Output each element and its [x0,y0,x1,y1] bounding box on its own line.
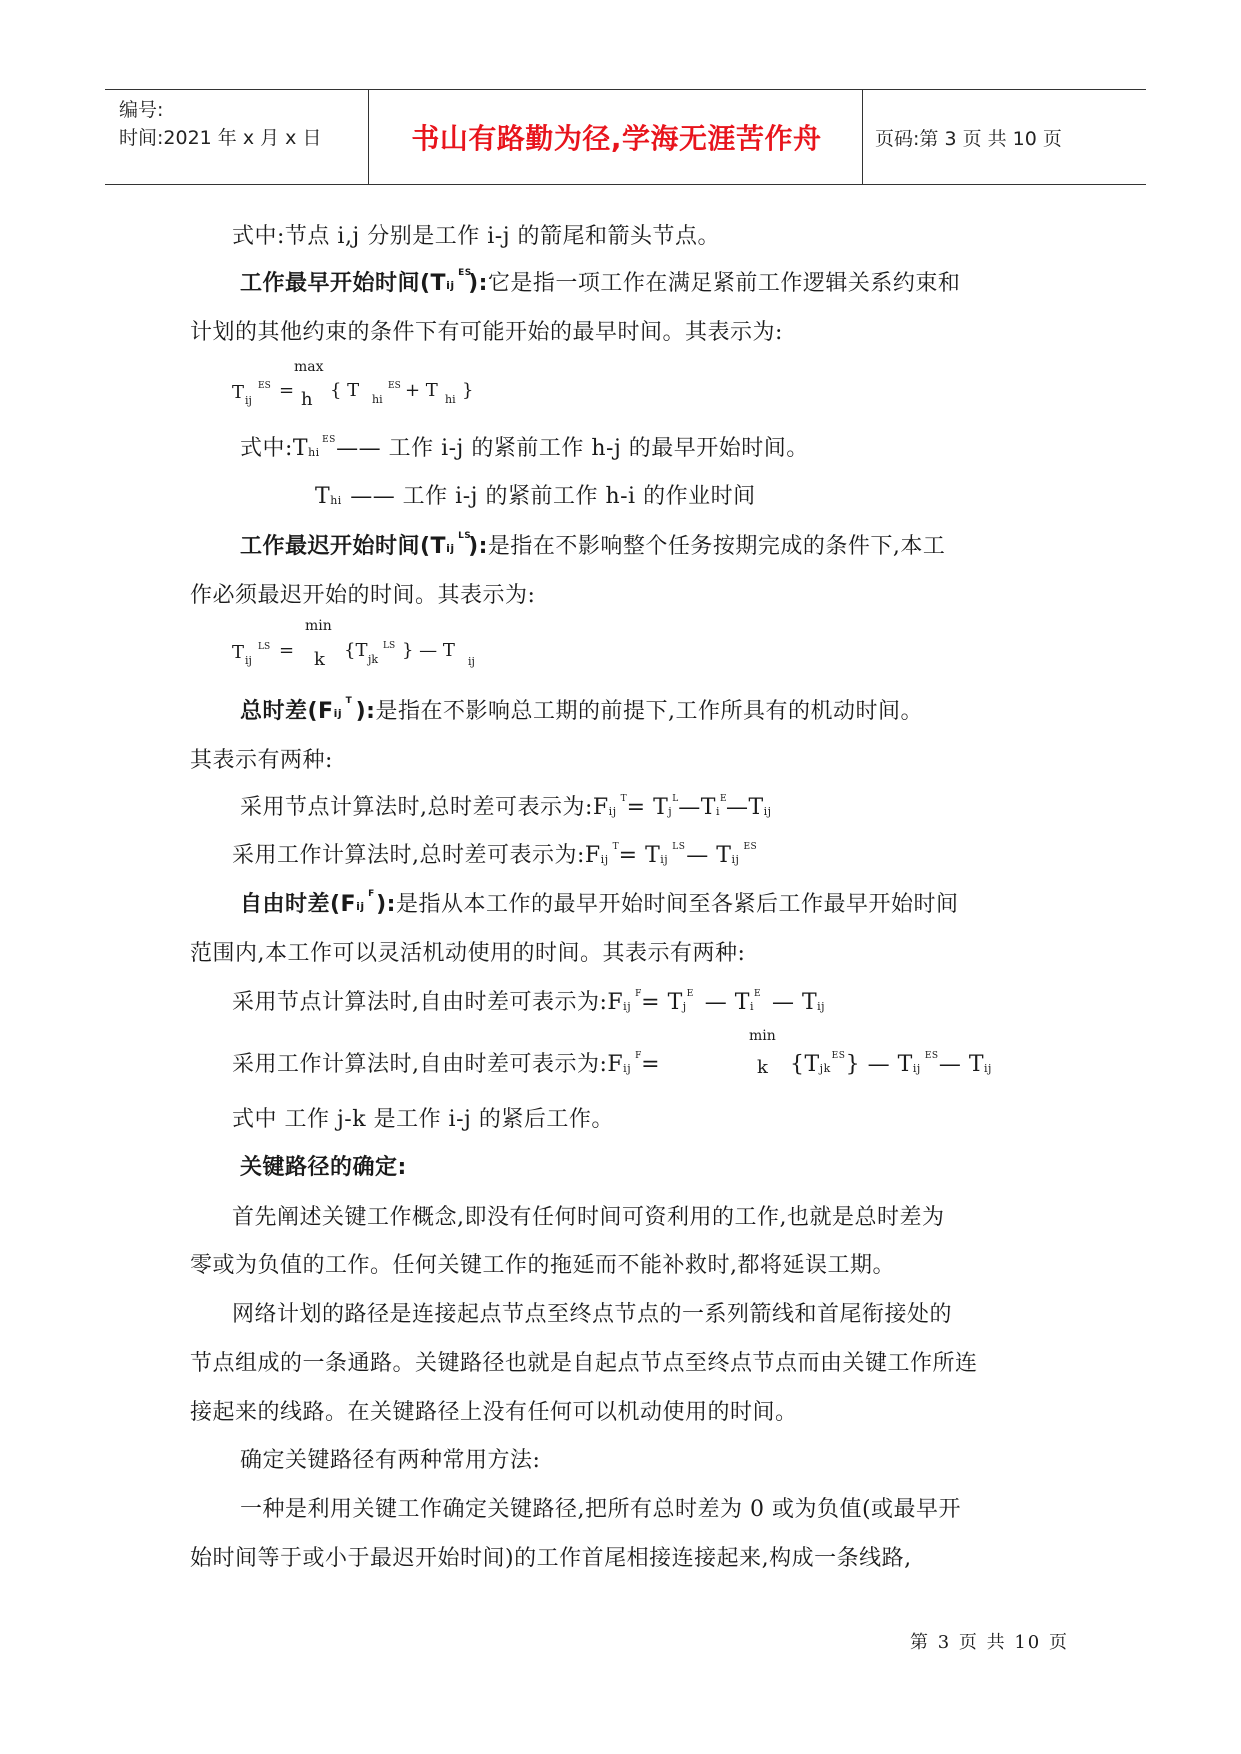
formula-index: ij T [600,842,620,866]
paragraph-line: 零或为负值的工作。任何关键工作的拖延而不能补救时,都将延误工期。 [190,1253,895,1278]
paragraph-line: 其表示有两种: [190,748,333,773]
section-heading-tf: 总时差(F [240,699,334,724]
section-heading-critical-path: 关键路径的确定: [240,1155,407,1180]
formula-index: hi ES [308,435,336,459]
paragraph-line: 工作最早开始时间(T ij ES ):它是指一项工作在满足紧前工作逻辑关系约束和 [240,268,961,296]
paragraph-line: 范围内,本工作可以灵活机动使用的时间。其表示有两种: [190,941,746,966]
page-footer: 第 3 页 共 10 页 [910,1632,1069,1653]
paragraph-line: 采用节点计算法时,总时差可表示为:F ij T = T j L —T i E —T ij [240,793,778,823]
header-number: 编号: [119,99,164,121]
paragraph-line: 采用工作计算法时,总时差可表示为:F ij T = T ij LS — T ij ES [232,842,758,868]
paragraph-line: 始时间等于或小于最迟开始时间)的工作首尾相接连接起来,构成一条线路, [190,1546,912,1571]
paragraph-line: 总时差(F ij T ):是指在不影响总工期的前提下,工作所具有的机动时间。 [240,696,923,724]
formula-index: hi [330,494,342,507]
formula-index: ij F [623,1051,642,1075]
formula-index: j L [668,794,679,818]
formula-index: ij ES [912,1051,939,1075]
header-motto: 书山有路勤为径,学海无涯苦作舟 [411,122,822,155]
formula-index: ij T [608,794,628,818]
paragraph-line: 一种是利用关键工作确定关键路径,把所有总时差为 0 或为负值(或最早开 [240,1497,962,1522]
paragraph-line: 确定关键路径有两种常用方法: [240,1448,541,1473]
formula-index: ij F [356,889,375,913]
paragraph-line: 网络计划的路径是连接起点节点至终点节点的一系列箭线和首尾衔接处的 [232,1302,953,1327]
formula-index: jk ES [819,1051,846,1075]
formula-index: ij T [333,696,353,720]
formula-index: i E [715,794,728,818]
page-header [105,89,1146,185]
paragraph-line: 首先阐述关键工作概念,即没有任何时间可资利用的工作,也就是总时差为 [232,1205,945,1230]
formula-index: ij F [623,989,642,1013]
formula-index: ij [984,1062,992,1075]
formula-index: ij [817,1000,826,1013]
paragraph-line: 自由时差(F ij F ):是指从本工作的最早开始时间至各紧后工作最早开始时间 [240,889,959,917]
paragraph-line: {T jk ES } — T ij ES — T ij [790,1050,998,1080]
paragraph-line: 作必须最迟开始的时间。其表示为: [190,583,536,608]
paragraph-line: 式中:T hi ES —— 工作 i-j 的紧前工作 h-j 的最早开始时间。 [240,435,809,461]
paragraph-line: 采用节点计算法时,自由时差可表示为:F ij F = T j E — T i E — T ij [232,988,831,1018]
paragraph-line: 式中 工作 j-k 是工作 i-j 的紧后工作。 [232,1107,614,1132]
formula-index: ij LS [660,842,686,866]
paragraph-line: 工作最迟开始时间(T ij LS ):是指在不影响整个任务按期完成的条件下,本工 [240,531,946,559]
paragraph-line: 式中:节点 i,j 分别是工作 i-j 的箭尾和箭头节点。 [232,224,721,249]
section-heading-es: 工作最早开始时间(T [240,271,447,296]
paragraph-line: 接起来的线路。在关键路径上没有任何可以机动使用的时间。 [190,1400,798,1425]
paragraph-line: 节点组成的一条通路。关键路径也就是自起点节点至终点节点而由关键工作所连 [190,1351,978,1376]
paragraph-line: 采用工作计算法时,自由时差可表示为:F ij F = [232,1051,661,1077]
header-divider [368,90,369,184]
formula-index: i E [749,989,762,1013]
formula-index: ij LS [446,531,472,555]
section-heading-ls: 工作最迟开始时间(T [240,534,447,559]
header-meta [119,96,321,152]
paragraph-line: T hi —— 工作 i-j 的紧前工作 h-i 的作业时间 [315,484,756,509]
formula-index: ij ES [446,268,472,292]
paragraph-line: 计划的其他约束的条件下有可能开始的最早时间。其表示为: [190,320,783,345]
section-heading-ff: 自由时差(F [240,892,357,917]
header-time: 时间:2021 年 x 月 x 日 [119,127,322,149]
formula-index: j E [682,989,694,1013]
formula-index: ij ES [731,842,758,866]
header-page-number: 页码:第 3 页 共 10 页 [875,127,1062,150]
formula-index: ij [763,805,772,818]
